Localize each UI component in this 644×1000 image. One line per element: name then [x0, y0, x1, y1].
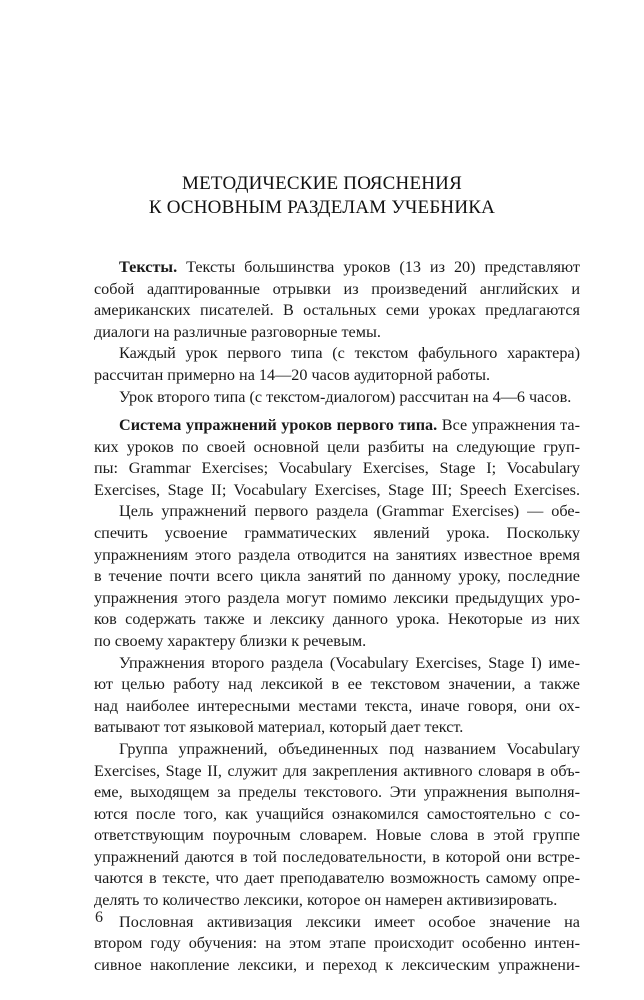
paragraph-line: Упражнения второго раздела (Vocabulary Exercises, Stage I) име- [119, 653, 580, 672]
paragraph-line: ватывают тот языковой материал, который дает текст. [94, 718, 464, 737]
paragraph-line: Система упражнений уроков первого типа. Все упражнения та- [119, 416, 580, 434]
paragraph-line: американских писателей. В остальных семи уроках предлагаются [94, 301, 580, 320]
paragraph-line: Цель упражнений первого раздела (Grammar Exercises) — обе- [119, 502, 580, 521]
title-line-2: К ОСНОВНЫМ РАЗДЕЛАМ УЧЕБНИКА [148, 197, 496, 218]
paragraph-line: в течение почти всего цикла занятий по данному уроку, последние [94, 567, 580, 586]
paragraph-line: сивное накопление лексики, и переход к лексическим упражнени- [94, 955, 580, 974]
section-exercise-system [94, 415, 580, 976]
page-title [0, 172, 644, 220]
section-label: Система упражнений уроков первого типа. [119, 416, 438, 434]
paragraph-line: над наиболее интересными местами текста, иначе говоря, они ох- [94, 696, 580, 715]
paragraph-line: Тексты. Тексты большинства уроков (13 из 20) представляют [119, 258, 580, 276]
paragraph-line: еме, выходящем за пределы текстового. Эти упражнения выполня- [94, 783, 580, 802]
paragraph-line: чаются в тексте, что дает преподавателю возможность самому опре- [94, 869, 580, 888]
page-number: 6 [95, 909, 103, 926]
paragraph-line: упражнений даются в той последовательности, в которой они встре- [94, 847, 580, 866]
paragraph-line: по своему характеру близки к речевым. [94, 631, 367, 650]
paragraph-line: Группа упражнений, объединенных под названием Vocabulary [119, 739, 580, 758]
section-texts [94, 257, 580, 408]
paragraph-line: ются после того, как учащийся ознакомился самостоятельно с со- [94, 804, 580, 823]
paragraph-line: рассчитан примерно на 14—20 часов аудиторной работы. [94, 365, 491, 384]
paragraph-line: диалоги на различные разговорные темы. [94, 322, 381, 341]
paragraph-line: делять то количество лексики, которое он намерен активизировать. [94, 891, 558, 910]
paragraph-line: упражнениям этого раздела отводится на занятиях известное время [94, 545, 580, 564]
paragraph-line: собой адаптированные отрывки из произведений английских и [94, 279, 580, 298]
paragraph-line: Урок второго типа (с текстом-диалогом) рассчитан на 4—6 часов. [119, 387, 572, 406]
paragraph-line: ответствующим поурочным словарем. Новые слова в этой группе [94, 826, 580, 845]
section-label: Тексты. [119, 258, 178, 276]
paragraph-line: Каждый урок первого типа (с текстом фабульного характера) [119, 344, 580, 363]
paragraph-line: ют целью работу над лексикой в ее текстовом значении, а также [94, 675, 580, 694]
paragraph-line: пы: Grammar Exercises; Vocabulary Exercises, Stage I; Vocabulary [94, 459, 580, 478]
paragraph-line: ких уроков по своей основной цели разбиты на следующие груп- [94, 437, 580, 456]
paragraph-line: Exercises, Stage II, служит для закрепления активного словаря в объ- [94, 761, 580, 780]
paragraph-line: ков содержать также и лексику данного урока. Некоторые из них [94, 610, 580, 629]
paragraph-line: Exercises, Stage II; Vocabulary Exercises, Stage III; Speech Exercises. [94, 480, 580, 499]
title-line-1: МЕТОДИЧЕСКИЕ ПОЯСНЕНИЯ [182, 173, 462, 194]
paragraph-line: втором году обучения: на этом этапе происходит особенно интен- [94, 934, 580, 953]
paragraph-line: Пословная активизация лексики имеет особое значение на [119, 912, 580, 931]
paragraph-line: упражнения этого раздела могут помимо лексики предыдущих уро- [94, 588, 580, 607]
paragraph-line: спечить усвоение грамматических явлений урока. Поскольку [94, 523, 580, 542]
